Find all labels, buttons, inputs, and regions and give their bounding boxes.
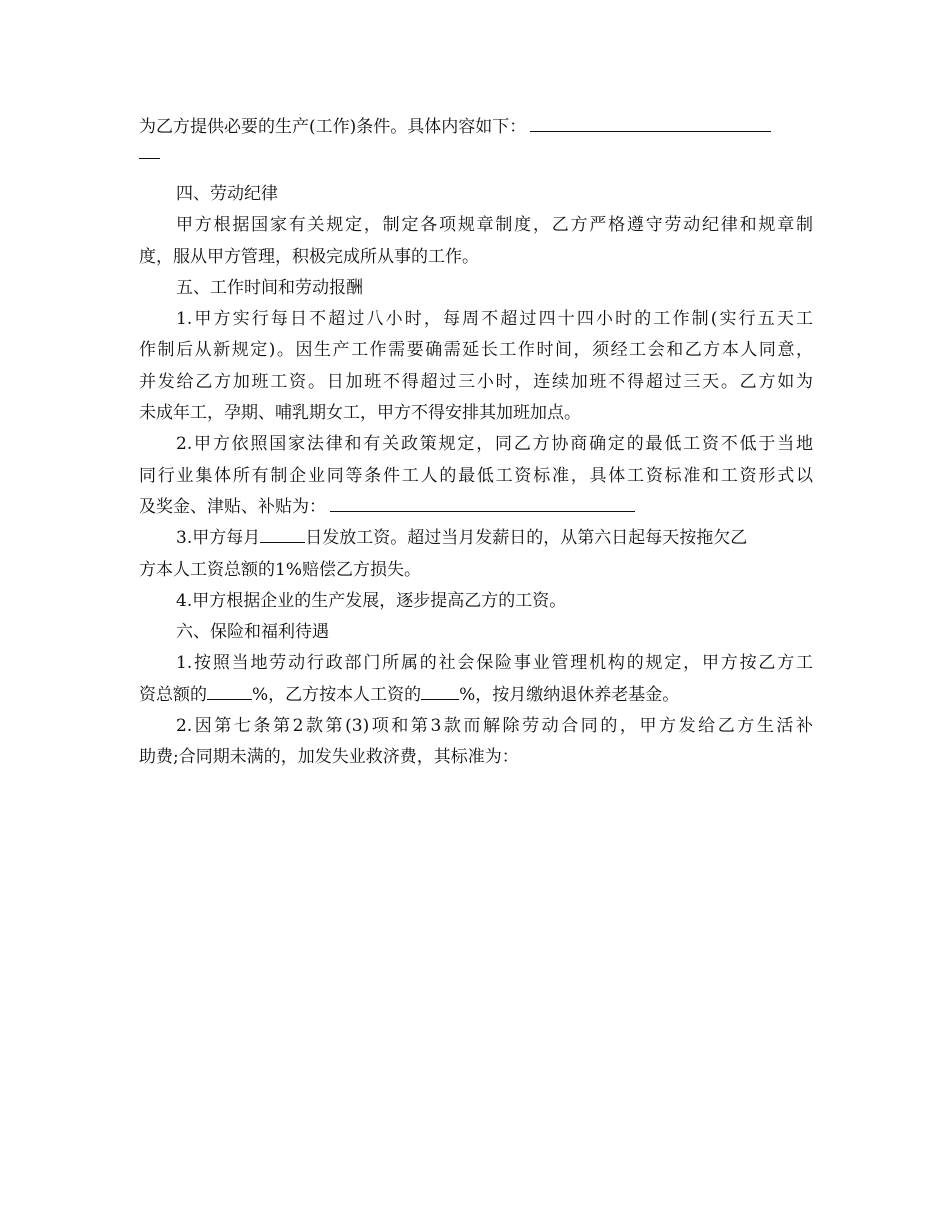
paragraph-text: 及奖金、津贴、补贴为：: [139, 496, 326, 517]
section-heading-5: 五、工作时间和劳动报酬: [176, 277, 363, 298]
paragraph-line: 度，服从甲方管理，积极完成所从事的工作。: [139, 246, 479, 267]
paragraph-intro-line: [139, 114, 813, 140]
blank-line: [207, 684, 252, 700]
paragraph-text: 3.甲方每月: [176, 528, 261, 549]
blank-line: [530, 116, 771, 132]
blank-line: [421, 684, 459, 700]
blank-line: [139, 157, 160, 159]
paragraph-line: 同行业集体所有制企业同等条件工人的最低工资标准，具体工资标准和工资形式以: [139, 465, 813, 486]
paragraph-text: 日发放工资。超过当月发薪日的，从第六日起每天按拖欠乙: [305, 528, 748, 549]
paragraph-line: 1.按照当地劳动行政部门所属的社会保险事业管理机构的规定，甲方按乙方工: [176, 653, 813, 674]
paragraph-line: [139, 680, 813, 711]
blank-line: [260, 527, 305, 543]
paragraph-text: 资总额的: [139, 684, 207, 705]
blank-line: [330, 496, 635, 512]
paragraph-text: %，按月缴纳退休养老基金。: [459, 684, 680, 705]
paragraph-line: 2.因第七条第2款第(3)项和第3款而解除劳动合同的，甲方发给乙方生活补: [176, 716, 813, 737]
paragraph-line: 方本人工资总额的1%赔偿乙方损失。: [139, 559, 421, 580]
paragraph-line: 未成年工，孕期、哺乳期女工，甲方不得安排其加班加点。: [139, 403, 581, 424]
paragraph-line: 2.甲方依照国家法律和有关政策规定，同乙方协商确定的最低工资不低于当地: [176, 434, 813, 455]
paragraph-line: 1.甲方实行每日不超过八小时，每周不超过四十四小时的工作制(实行五天工: [176, 309, 813, 330]
paragraph-text: %，乙方按本人工资的: [252, 684, 422, 705]
blank-line-continuation: [139, 157, 813, 179]
paragraph-line: 并发给乙方加班工资。日加班不得超过三小时，连续加班不得超过三天。乙方如为: [139, 371, 813, 392]
paragraph-line: 助费;合同期未满的，加发失业救济费，其标准为：: [139, 747, 519, 768]
paragraph-line: 作制后从新规定)。因生产工作需要确需延长工作时间，须经工会和乙方本人同意，: [139, 340, 813, 361]
paragraph-line: [139, 523, 813, 554]
contract-body: [139, 114, 813, 774]
intro-text: 为乙方提供必要的生产(工作)条件。具体内容如下：: [139, 117, 527, 137]
paragraph-line: 4.甲方根据企业的生产发展，逐步提高乙方的工资。: [176, 590, 567, 611]
paragraph-line: 甲方根据国家有关规定，制定各项规章制度，乙方严格遵守劳动纪律和规章制: [176, 215, 813, 236]
section-heading-4: 四、劳动纪律: [176, 184, 278, 204]
paragraph-line: [139, 492, 813, 523]
section-heading-6: 六、保险和福利待遇: [176, 622, 329, 643]
